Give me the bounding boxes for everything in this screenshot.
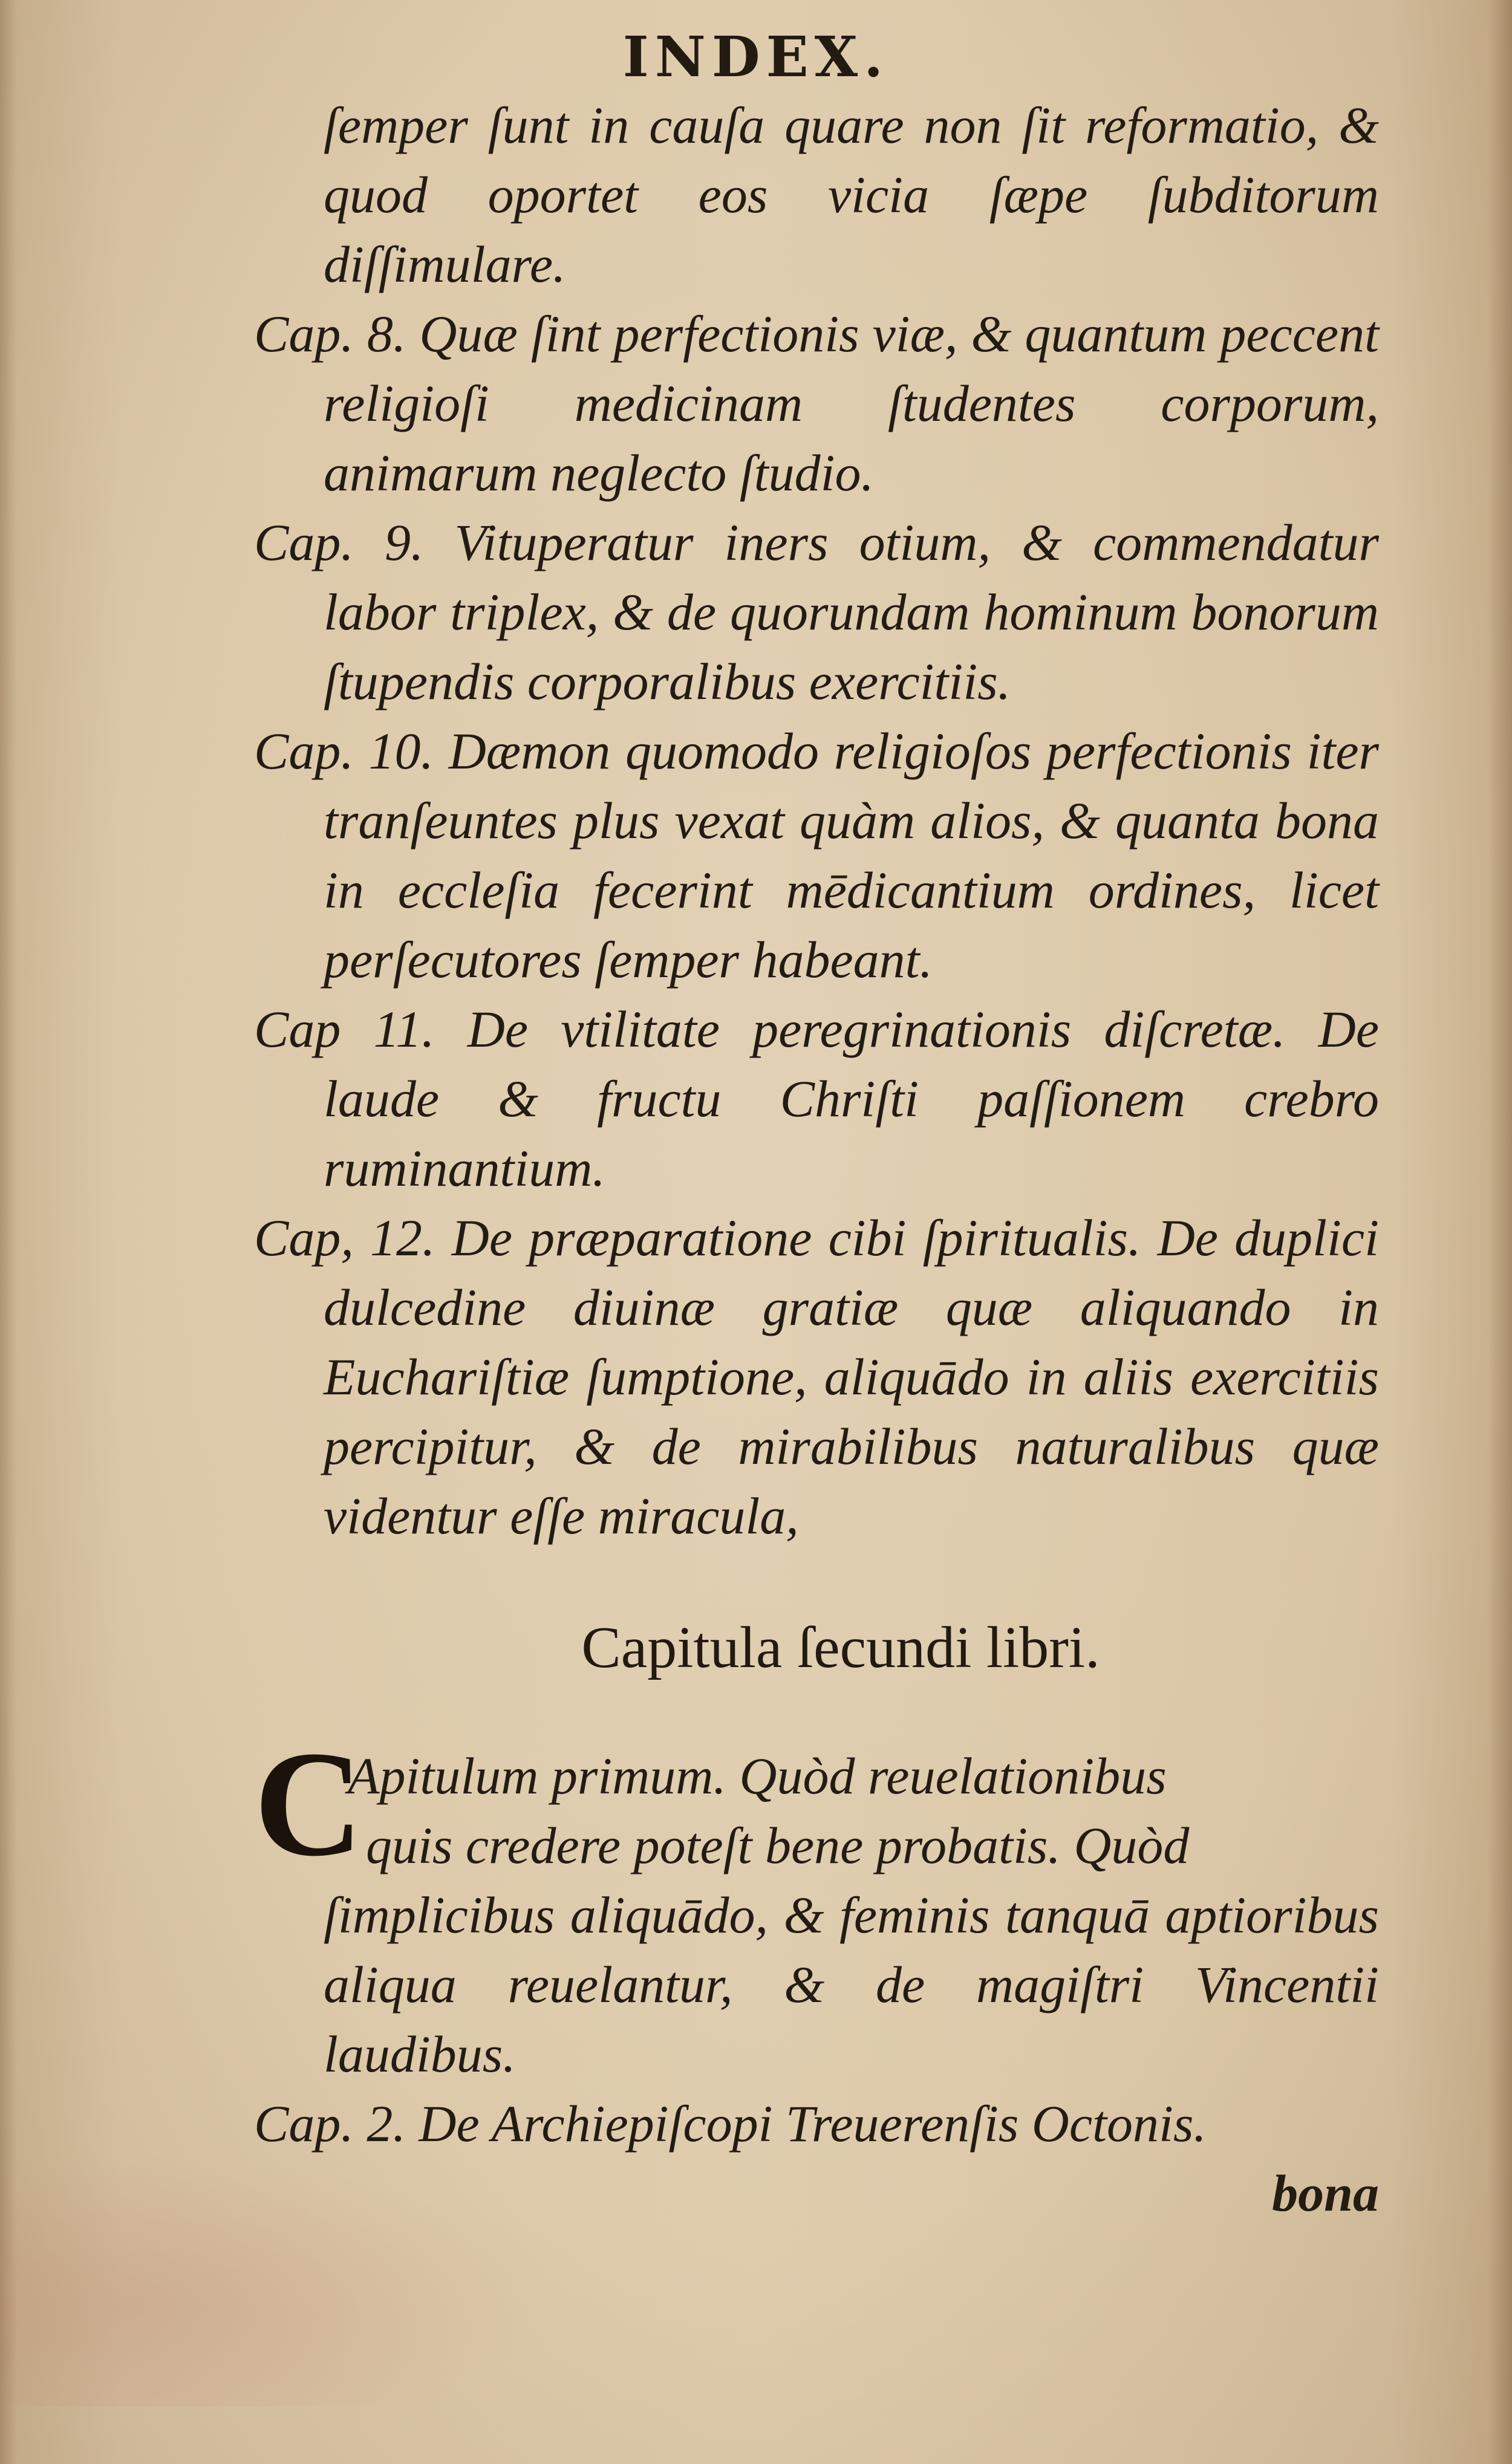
- page-edge-shadow-right: [1488, 0, 1512, 2464]
- chapter-1-rest: ſimplicibus aliquādo, & feminis tanquā aptioribus aliqua reuelantur, & de magiſtri Vincentii laudibus.: [324, 1886, 1379, 2083]
- chapter-1-line-1: Apitulum primum. Quòd reuelationibus: [348, 1747, 1167, 1805]
- chapter-entry-12: Cap, 12. De præparatione cibi ſpiritualis. De duplici dulcedine diuinæ gratiæ quæ aliquando in Euchariſtiæ ſumptione, aliquādo in aliis exercitiis percipitur, & de mirabilibus naturalibus quæ videntur eſſe miracula,: [254, 1209, 1379, 1545]
- book-two-chapter-2-entry: Cap. 2. De Archiepiſcopi Treuerenſis Octonis.: [254, 2095, 1207, 2153]
- chapter-entry-8: Cap. 8. Quæ ſint perfectionis viæ, & quantum peccent religioſi medicinam ſtudentes corporum, animarum neglecto ſtudio.: [254, 305, 1379, 502]
- chapter-entry-9: Cap. 9. Vituperatur iners otium, & commendatur labor triplex, & de quorundam hominum bonorum ſtupendis corporalibus exercitiis.: [254, 513, 1379, 710]
- catchword: bona: [1272, 2164, 1379, 2222]
- page-edge-shadow-left: [0, 0, 17, 2464]
- chapter-entry-10: Cap. 10. Dæmon quomodo religioſos perfectionis iter tranſeuntes plus vexat quàm alios, & quanta bona in eccleſia fecerint mēdicantium ordines, licet perſecutores ſemper habeant.: [254, 722, 1379, 989]
- index-text-block: [254, 91, 1379, 2280]
- drop-capital: C: [254, 1720, 363, 1888]
- chapter-entry-11: Cap 11. De vtilitate peregrinationis diſcretæ. De laude & fructu Chriſti paſſionem crebro ruminantium.: [254, 1000, 1379, 1197]
- book-two-chapter-1-entry: [254, 1720, 1379, 2089]
- continued-entry: ſemper ſunt in cauſa quare non ſit reformatio, & quod oportet eos vicia ſæpe ſubditorum diſſimulare.: [324, 96, 1379, 293]
- section-heading: Capitula ſecundi libri.: [581, 1615, 1100, 1680]
- running-header: INDEX.: [622, 24, 890, 89]
- chapter-1-line-2: quis credere poteſt bene probatis. Quòd: [366, 1816, 1190, 1874]
